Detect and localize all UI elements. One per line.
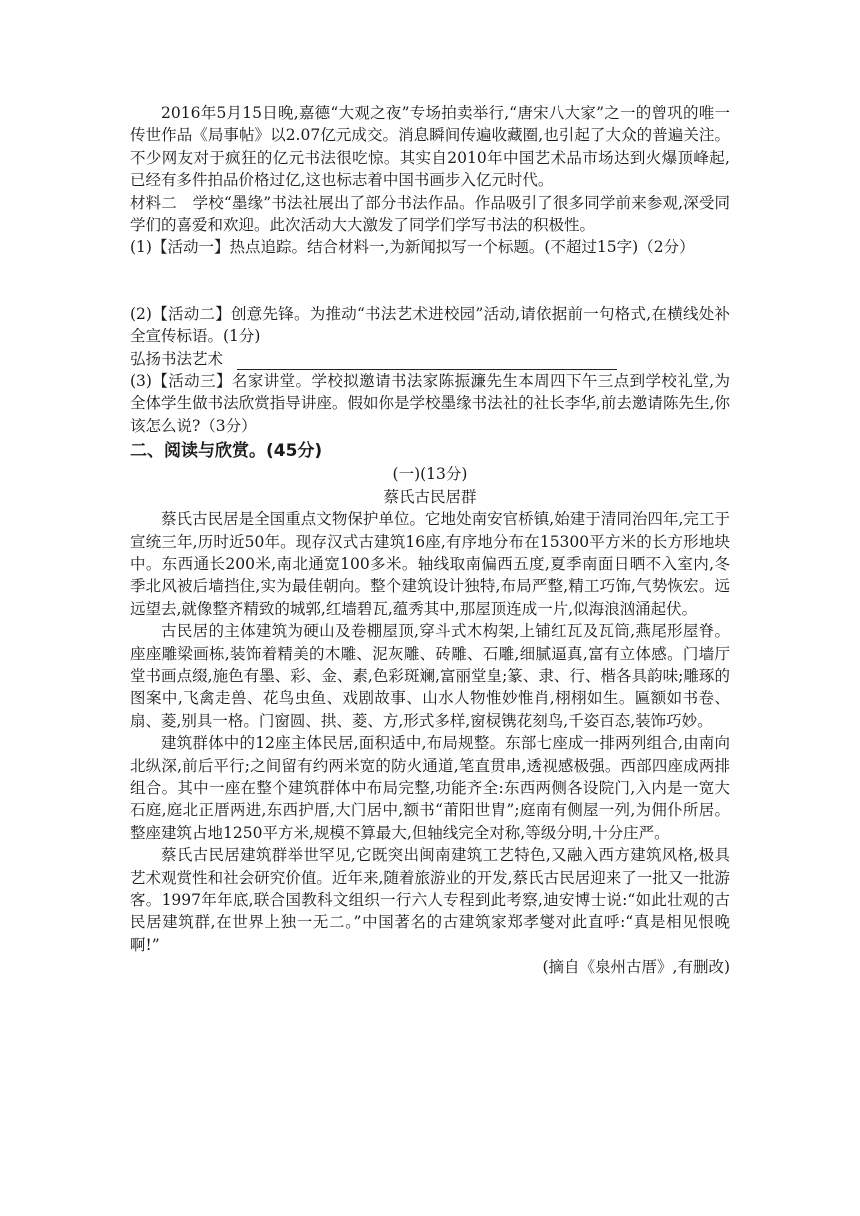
slogan-row — [130, 348, 730, 370]
question-3: (3)【活动三】名家讲堂。学校拟邀请书法家陈振濂先生本周四下午三点到学校礼堂,为全体学生做书法欣赏指导讲座。假如你是学校墨缘书法社的社长李华,前去邀请陈先生,你该怎么说?（3分） — [130, 372, 730, 435]
article-paragraph-4: 蔡氏古民居建筑群举世罕见,它既突出闽南建筑工艺特色,又融入西方建筑风格,极具艺术观赏性和社会研究价值。近年来,随着旅游业的开发,蔡氏古民居迎来了一批又一批游客。1997年年底,联合国教科文组织一行六人专程到此考察,迪安博士说:“如此壮观的古民居建筑群,在世界上独一无二。”中国著名的古建筑家郑孝燮对此直呼:“真是相见恨晚啊!” — [130, 846, 730, 954]
reading-one-label: (一)(13分) — [392, 465, 468, 484]
slogan-prefix: 弘扬书法艺术 — [130, 349, 224, 368]
article-title: 蔡氏古民居群 — [383, 487, 477, 506]
article-paragraph-3: 建筑群体中的12座主体民居,面积适中,布局规整。东部七座成一排两列组合,由南向北纵深,前后平行;之间留有约两米宽的防火通道,笔直贯串,透视感极强。西部四座成两排组合。其中一座在整个建筑群体中布局完整,功能齐全:东西两侧各设院门,入内是一宽大石庭,庭北正厝两进,东西护厝,大门居中,额书“莆阳世胄”;庭南有侧屋一列,为佣仆所居。整座建筑占地1250平方米,规模不算最大,但轴线完全对称,等级分明,十分庄严。 — [130, 734, 730, 842]
source-note: (摘自《泉州古厝》,有删改) — [542, 958, 730, 977]
material-one-paragraph: 2016年5月15日晚,嘉德“大观之夜”专场拍卖举行,“唐宋八大家”之一的曾巩的唯一传世作品《局事帖》以2.07亿元成交。消息瞬间传遍收藏圈,也引起了大众的普遍关注。不少网友对于疯狂的亿元书法很吃惊。其实自2010年中国艺术品市场达到火爆顶峰起,已经有多件拍品价格过亿,这也标志着中国书画步入亿元时代。 — [130, 104, 730, 190]
question-1: (1)【活动一】热点追踪。结合材料一,为新闻拟写一个标题。(不超过15字)（2分） — [130, 238, 695, 257]
material-two-paragraph: 材料二 学校“墨缘”书法社展出了部分书法作品。作品吸引了很多同学前来参观,深受同学们的喜爱和欢迎。此次活动大大激发了同学们学写书法的积极性。 — [130, 193, 730, 235]
article-paragraph-1: 蔡氏古民居是全国重点文物保护单位。它地处南安官桥镇,始建于清同治四年,完工于宣统三年,历时近50年。现存汉式古建筑16座,有序地分布在15300平方米的长方形地块中。东西通长200米,南北通宽100多米。轴线取南偏西五度,夏季南面日晒不入室内,冬季北风被后墙挡住,实为最佳朝向。整个建筑设计独特,布局严整,精工巧饰,气势恢宏。远远望去,就像整齐精致的城郭,红墙碧瓦,蕴秀其中,那屋顶连成一片,似海浪汹涌起伏。 — [130, 510, 730, 618]
section-two-heading: 二、阅读与欣赏。(45分) — [130, 441, 323, 462]
answer-space-1 — [130, 259, 730, 303]
page-content — [130, 102, 730, 979]
slogan-fill-line — [237, 351, 617, 370]
question-2: (2)【活动二】创意先锋。为推动“书法艺术进校园”活动,请依据前一句格式,在横线处补全宣传标语。(1分) — [130, 304, 730, 346]
article-paragraph-2: 古民居的主体建筑为硬山及卷棚屋顶,穿斗式木构架,上铺红瓦及瓦筒,燕尾形屋脊。座座雕梁画栋,装饰着精美的木雕、泥灰雕、砖雕、石雕,细腻逼真,富有立体感。门墙厅堂书画点缀,施色有墨、彩、金、素,色彩斑斓,富丽堂皇;篆、隶、行、楷各具韵味;雕琢的图案中,飞禽走兽、花鸟虫鱼、戏剧故事、山水人物惟妙惟肖,栩栩如生。匾额如书卷、扇、菱,别具一格。门窗圆、拱、菱、方,形式多样,窗棂镌花刻鸟,千姿百态,装饰巧妙。 — [130, 622, 730, 730]
